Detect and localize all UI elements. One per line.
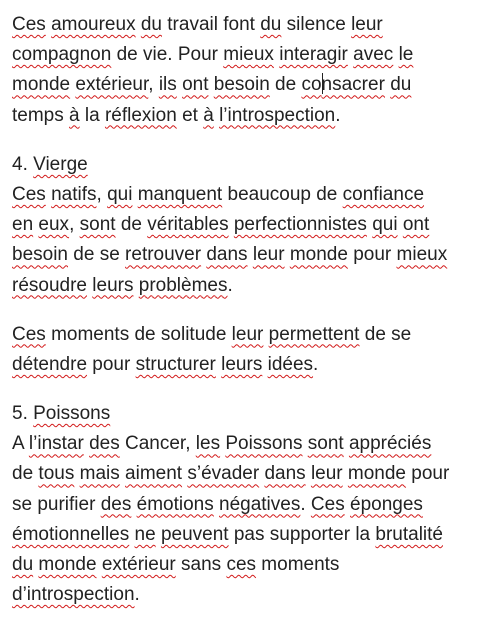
misspelled-word: aiment	[125, 463, 183, 485]
text-run: ,	[96, 183, 108, 205]
document-body[interactable]	[12, 10, 477, 629]
text-run: .	[300, 493, 311, 515]
misspelled-word: nsacrer	[321, 74, 385, 96]
text-run: pas supporter la	[228, 523, 376, 545]
text-line	[12, 271, 477, 301]
text-run: .	[227, 274, 233, 296]
misspelled-word: interagir	[279, 44, 348, 66]
paragraph	[12, 320, 477, 380]
text-run: Cancer,	[119, 433, 196, 455]
misspelled-word: à	[69, 104, 80, 126]
misspelled-word: dans	[206, 244, 248, 266]
text-run: moments de solitude	[45, 323, 232, 345]
text-run: sans	[175, 554, 227, 575]
misspelled-word: résoudre	[12, 274, 87, 296]
misspelled-word: brutalité	[375, 523, 443, 545]
misspelled-word: du	[12, 554, 34, 575]
misspelled-word: tous	[38, 463, 75, 485]
misspelled-word: leurs	[221, 353, 263, 375]
misspelled-word: les	[195, 433, 221, 455]
text-line	[12, 210, 477, 240]
text-run: pour	[406, 463, 450, 485]
misspelled-word: manquent	[137, 183, 223, 205]
misspelled-word: qui	[107, 183, 133, 205]
text-run: de vie. Pour	[111, 44, 224, 66]
misspelled-word: compagnon	[12, 44, 112, 66]
text-run: moments	[256, 554, 340, 575]
text-run: temps	[12, 104, 70, 126]
text-line	[12, 320, 477, 350]
text-line	[12, 459, 477, 489]
misspelled-word: monde	[38, 554, 97, 575]
text-line	[12, 70, 477, 100]
text-line	[12, 10, 477, 40]
misspelled-word: leur	[310, 463, 343, 485]
misspelled-word: du	[260, 14, 282, 35]
misspelled-word: ont	[402, 214, 430, 236]
misspelled-word: mieux	[223, 44, 274, 66]
text-run: et	[176, 104, 204, 126]
misspelled-word: des	[89, 433, 120, 455]
misspelled-word: mais	[79, 463, 120, 485]
text-run: la	[79, 104, 105, 126]
misspelled-word: leur	[351, 14, 383, 35]
misspelled-word: permettent	[268, 323, 360, 345]
misspelled-word: perfectionnistes	[233, 214, 367, 236]
misspelled-word: éponges	[350, 493, 423, 515]
text-line	[12, 180, 477, 210]
text-line	[12, 399, 477, 429]
misspelled-word: avec	[353, 44, 394, 66]
text-run: A	[12, 433, 29, 455]
misspelled-word: dans	[264, 463, 306, 485]
text-run: .	[313, 353, 319, 375]
misspelled-word: émotions	[136, 493, 214, 515]
paragraph	[12, 10, 477, 131]
misspelled-word: extérieur	[75, 74, 149, 96]
misspelled-word: en	[12, 214, 34, 236]
text-run: ,	[69, 214, 80, 236]
text-run: travail font	[162, 14, 261, 35]
text-line	[12, 40, 477, 70]
misspelled-word: Poissons	[225, 433, 303, 455]
text-line	[12, 580, 477, 610]
misspelled-word: extérieur	[101, 554, 176, 575]
misspelled-word: mieux	[396, 244, 448, 266]
misspelled-word: peuvent	[160, 523, 229, 545]
text-line	[12, 240, 477, 270]
misspelled-word: monde	[347, 463, 407, 485]
misspelled-word: Vierge	[33, 153, 88, 175]
misspelled-word: amoureux	[51, 14, 136, 35]
text-run: pour	[87, 353, 136, 375]
misspelled-word: besoin	[12, 244, 68, 266]
text-run: .	[134, 584, 140, 606]
misspelled-word: sont	[307, 433, 344, 455]
text-run: pour	[347, 244, 397, 266]
text-run: 5.	[12, 403, 34, 425]
misspelled-word: retrouver	[125, 244, 202, 266]
misspelled-word: eux	[38, 214, 70, 236]
text-run: 4.	[12, 153, 34, 175]
misspelled-word: leurs	[92, 274, 134, 296]
misspelled-word: monde	[12, 74, 71, 96]
text-line	[12, 350, 477, 380]
text-run: de	[12, 463, 39, 485]
misspelled-word: co	[301, 74, 322, 96]
text-line	[12, 101, 477, 131]
text-run: beaucoup de	[222, 183, 343, 205]
misspelled-word: l’introspection	[219, 104, 336, 126]
misspelled-word: émotionnelles	[12, 523, 130, 545]
text-run: de	[115, 214, 148, 236]
misspelled-word: du	[140, 14, 162, 35]
misspelled-word: natifs	[51, 183, 97, 205]
misspelled-word: Ces	[12, 183, 46, 205]
misspelled-word: appréciés	[348, 433, 432, 455]
text-run: ,	[148, 74, 159, 96]
misspelled-word: Ces	[12, 14, 46, 35]
text-run: .	[335, 104, 341, 126]
misspelled-word: idées	[267, 353, 314, 375]
text-line	[12, 550, 477, 580]
misspelled-word: s’évader	[187, 463, 260, 485]
text-run: de	[269, 74, 302, 96]
misspelled-word: leur	[231, 323, 264, 345]
text-run: silence	[281, 14, 352, 35]
misspelled-word: structurer	[135, 353, 216, 375]
misspelled-word: leur	[252, 244, 285, 266]
misspelled-word: des	[100, 493, 132, 515]
text-run: se purifier	[12, 493, 101, 515]
misspelled-word: à	[203, 104, 214, 126]
misspelled-word: ne	[134, 523, 156, 545]
misspelled-word: sont	[79, 214, 116, 236]
text-run: de se	[359, 323, 412, 345]
text-run: de se	[68, 244, 126, 266]
paragraph	[12, 150, 477, 301]
text-line	[12, 520, 477, 550]
text-line	[12, 490, 477, 520]
misspelled-word: ont	[182, 74, 209, 96]
misspelled-word: Ces	[310, 493, 345, 515]
misspelled-word: besoin	[213, 74, 270, 96]
misspelled-word: détendre	[12, 353, 88, 375]
misspelled-word: monde	[289, 244, 348, 266]
text-line	[12, 150, 477, 180]
paragraph	[12, 399, 477, 610]
misspelled-word: négatives	[219, 493, 301, 515]
misspelled-word: véritables	[147, 214, 229, 236]
misspelled-word: réflexion	[104, 104, 177, 126]
misspelled-word: d’introspection	[12, 584, 135, 606]
misspelled-word: problèmes	[138, 274, 228, 296]
misspelled-word: Poissons	[33, 403, 111, 425]
misspelled-word: ces	[226, 554, 257, 575]
misspelled-word: Ces	[12, 323, 46, 345]
misspelled-word: du	[390, 74, 412, 96]
misspelled-word: ils	[158, 74, 177, 96]
misspelled-word: qui	[372, 214, 398, 236]
text-line	[12, 429, 477, 459]
misspelled-word: l’instar	[28, 433, 84, 455]
misspelled-word: confiance	[342, 183, 425, 205]
misspelled-word: le	[398, 44, 414, 66]
